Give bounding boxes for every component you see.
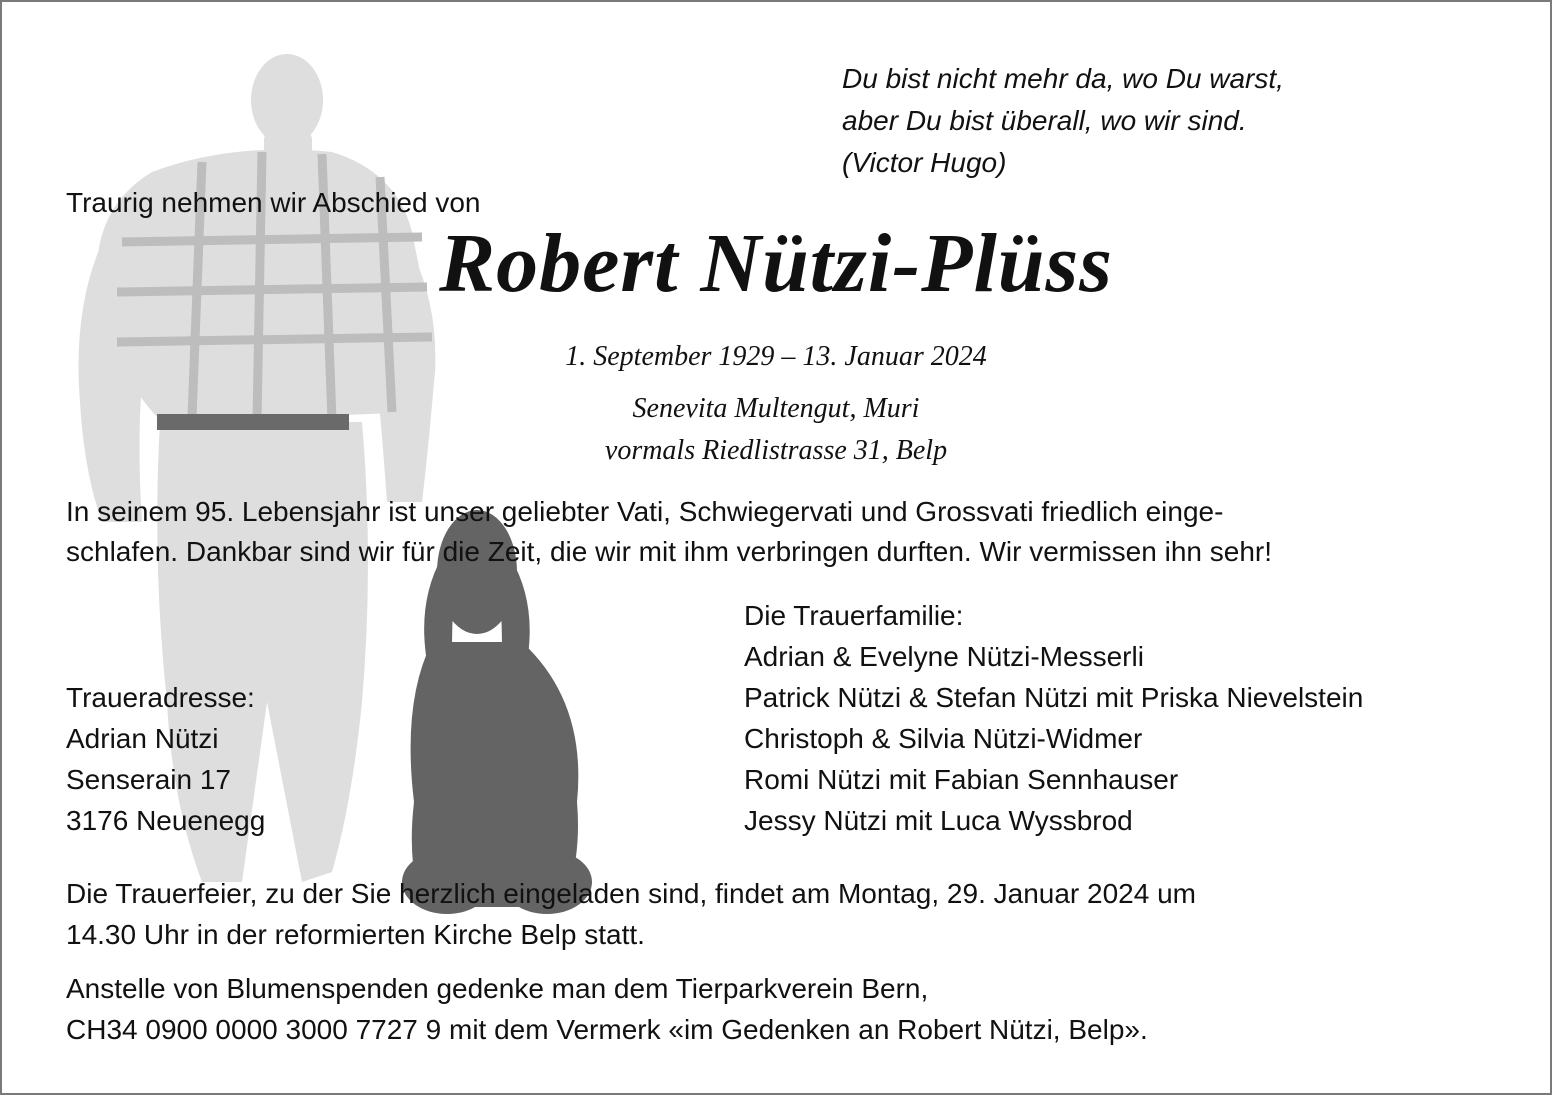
quote-author: (Victor Hugo): [842, 147, 1007, 178]
mourning-address-street: Senserain 17: [66, 764, 232, 795]
ceremony-line: 14.30 Uhr in der reformierten Kirche Belp statt.: [66, 919, 645, 950]
quote-line: aber Du bist überall, wo wir sind.: [842, 105, 1247, 136]
ceremony-paragraph: [66, 873, 1196, 955]
family-list: [744, 595, 1363, 841]
quote-line: Du bist nicht mehr da, wo Du warst,: [842, 63, 1284, 94]
intro-text: Traurig nehmen wir Abschied von: [66, 187, 481, 218]
family-member: Adrian & Evelyne Nützi-Messerli: [744, 641, 1144, 672]
donation-paragraph: [66, 968, 1148, 1050]
message-line: schlafen. Dankbar sind wir für die Zeit, die wir mit ihm verbringen durften. Wir vermissen ihn sehr!: [66, 536, 1272, 567]
mourning-address: [66, 677, 265, 841]
life-dates: 1. September 1929 – 13. Januar 2024: [565, 341, 987, 372]
deceased-name: [2, 214, 1550, 314]
message-paragraph: [66, 492, 1272, 572]
family-member: Patrick Nützi & Stefan Nützi mit Priska Nievelstein: [744, 682, 1364, 713]
message-line: In seinem 95. Lebensjahr ist unser geliebter Vati, Schwiegervati und Grossvati friedlich einge-: [66, 496, 1224, 527]
residence-line: vormals Riedlistrasse 31, Belp: [604, 435, 948, 466]
deceased-name-text: Robert Nützi-Plüss: [439, 217, 1113, 310]
family-member: Romi Nützi mit Fabian Sennhauser: [744, 764, 1179, 795]
family-member: Christoph & Silvia Nützi-Widmer: [744, 723, 1143, 754]
donation-line: CH34 0900 0000 3000 7727 9 mit dem Vermerk «im Gedenken an Robert Nützi, Belp».: [66, 1014, 1148, 1045]
ceremony-line: Die Trauerfeier, zu der Sie herzlich eingeladen sind, findet am Montag, 29. Januar 2024 um: [66, 878, 1196, 909]
family-label: Die Trauerfamilie:: [744, 600, 964, 631]
family-member: Jessy Nützi mit Luca Wyssbrod: [744, 805, 1133, 836]
residence-block: [2, 388, 1550, 472]
residence-line: Senevita Multengut, Muri: [632, 393, 920, 424]
mourning-address-label: Traueradresse:: [66, 682, 255, 713]
quote-block: [842, 58, 1284, 184]
donation-line: Anstelle von Blumenspenden gedenke man dem Tierparkverein Bern,: [66, 973, 929, 1004]
mourning-address-name: Adrian Nützi: [66, 723, 219, 754]
mourning-address-city: 3176 Neuenegg: [66, 805, 266, 836]
